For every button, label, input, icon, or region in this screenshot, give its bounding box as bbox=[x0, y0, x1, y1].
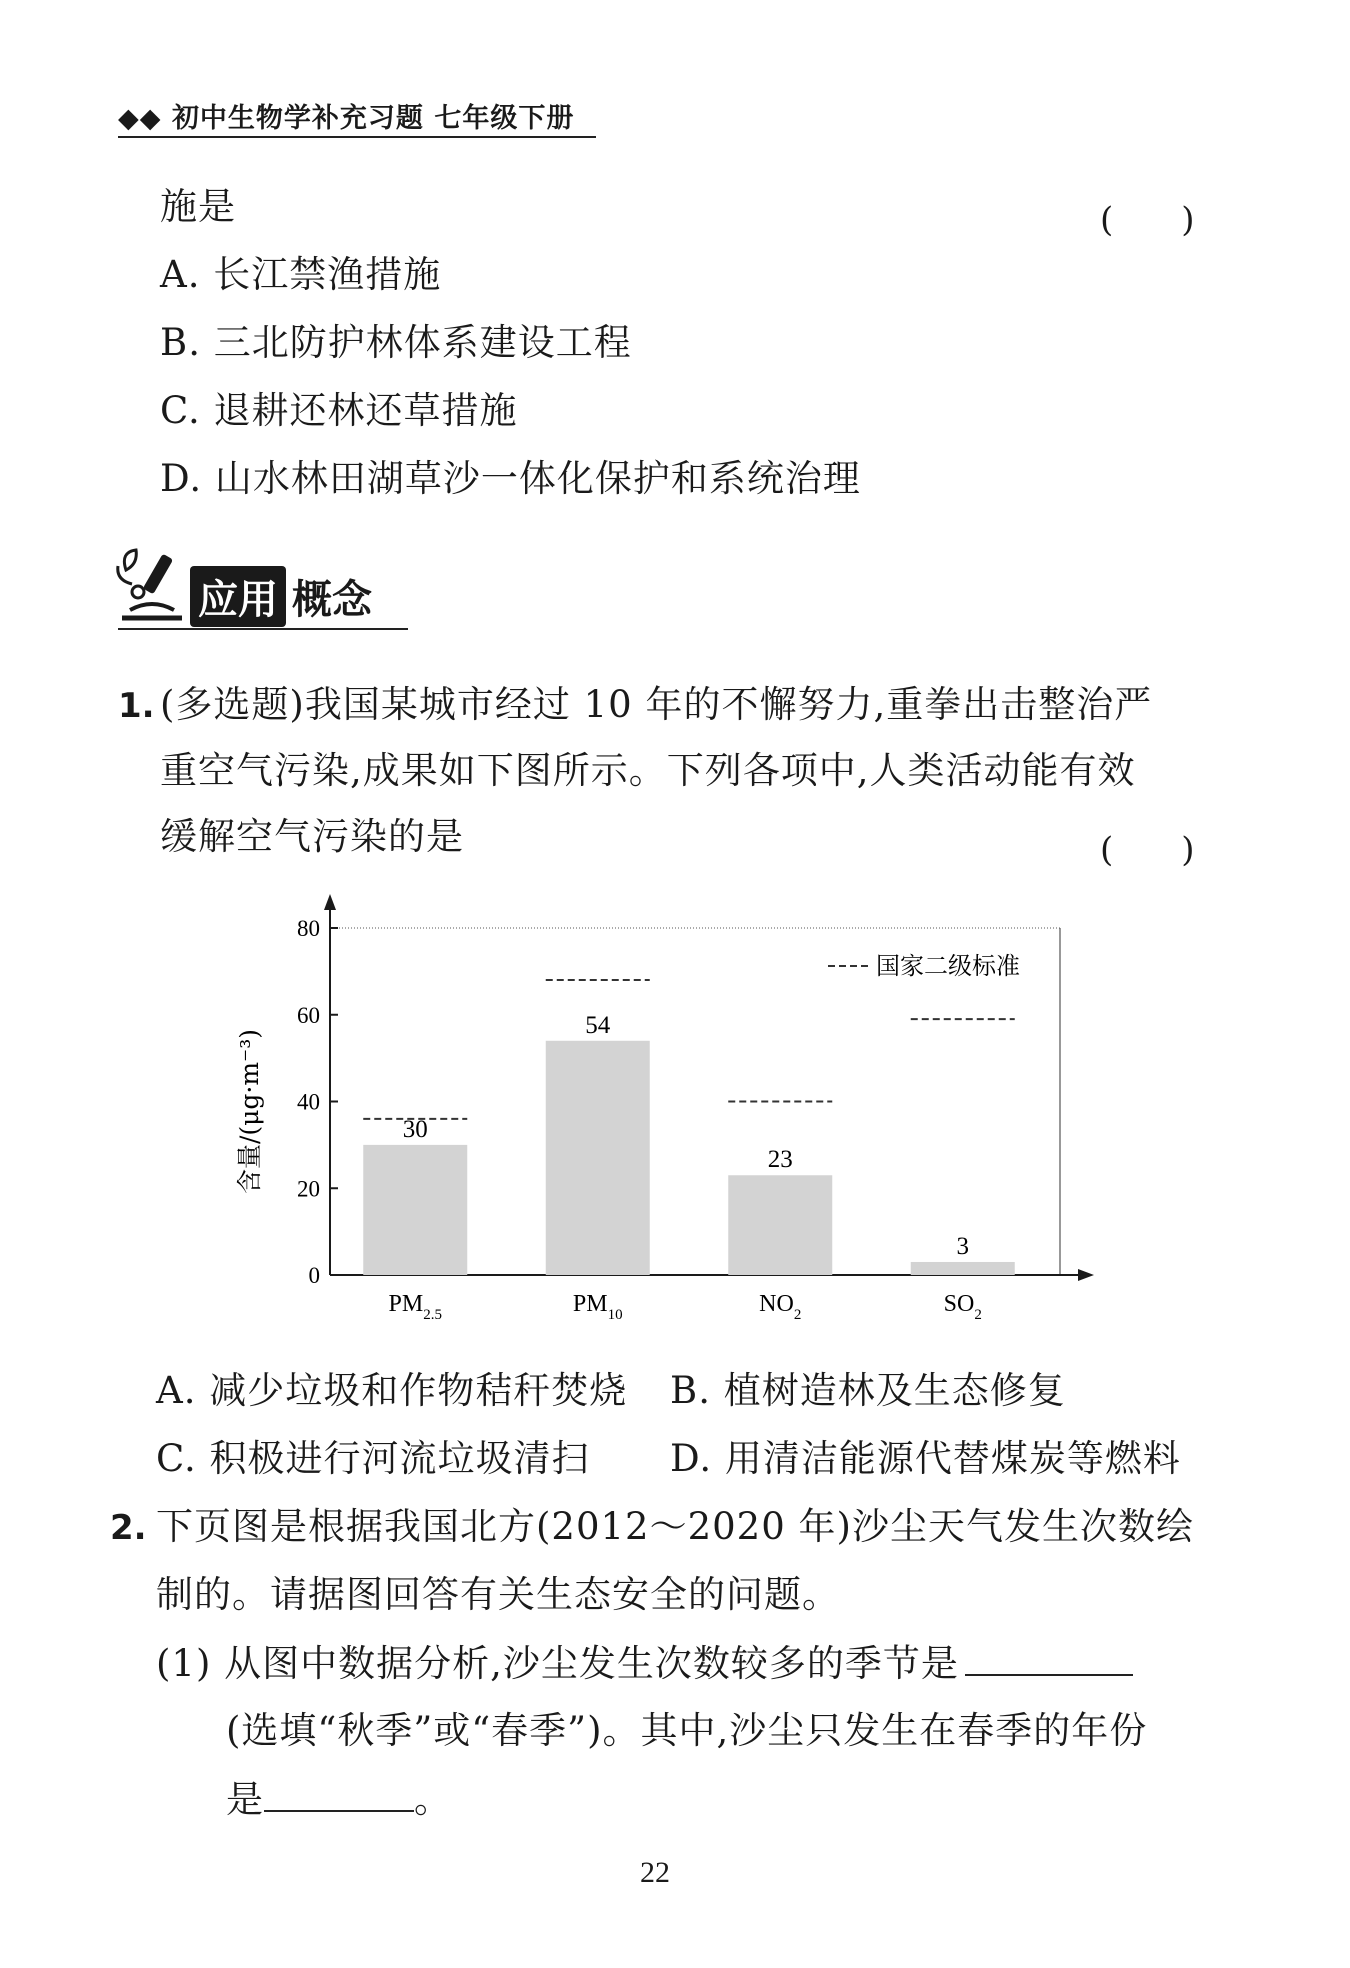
bar-value-label: 30 bbox=[402, 1115, 428, 1143]
q1-line-2: 重空气污染,成果如下图所示。下列各项中,人类活动能有效 bbox=[160, 749, 1136, 792]
option-a: A. 长江禁渔措施 bbox=[160, 253, 442, 296]
q2-sub1-line-2: (选填“秋季”或“春季”)。其中,沙尘只发生在春季的年份 bbox=[226, 1709, 1148, 1752]
x-tick-label: $NO_2$ bbox=[759, 1291, 802, 1323]
answer-blank-season[interactable] bbox=[965, 1644, 1133, 1676]
x-tick-label: $PM_{2.5}$ bbox=[388, 1291, 442, 1323]
microscope-plant-icon bbox=[112, 540, 192, 626]
option-d: D. 山水林田湖草沙一体化保护和系统治理 bbox=[160, 457, 861, 500]
q2-sub1-end: 。 bbox=[414, 1778, 452, 1821]
bar bbox=[911, 1262, 1015, 1275]
legend-label: 国家二级标准 bbox=[876, 952, 1020, 980]
q1-line-3: 缓解空气污染的是 bbox=[160, 815, 464, 858]
header-title: 初中生物学补充习题 七年级下册 bbox=[171, 103, 575, 134]
bar-value-label: 23 bbox=[767, 1146, 793, 1174]
answer-paren: ( ) bbox=[1100, 200, 1195, 240]
x-axis bbox=[330, 1269, 1094, 1323]
x-axis-arrow-icon bbox=[1078, 1269, 1094, 1281]
bar bbox=[546, 1041, 650, 1275]
x-tick-label: $PM_{10}$ bbox=[572, 1291, 623, 1323]
pollution-bar-chart bbox=[220, 890, 1120, 1350]
bars bbox=[363, 1012, 1015, 1275]
bar-value-label: 54 bbox=[585, 1011, 611, 1039]
section-title bbox=[190, 570, 372, 622]
q1-option-b: B. 植树造林及生态修复 bbox=[670, 1369, 1066, 1412]
running-header bbox=[118, 96, 574, 135]
question-number-2: 2. bbox=[110, 1508, 147, 1548]
y-axis-title: 含量/(μg·m⁻³) bbox=[235, 1028, 264, 1195]
y-tick-label: 40 bbox=[297, 1089, 320, 1115]
q1-option-a: A. 减少垃圾和作物秸秆焚烧 bbox=[156, 1369, 628, 1412]
page-number: 22 bbox=[640, 1856, 670, 1889]
diamond-icon: ◆◆ bbox=[118, 103, 162, 134]
y-tick-label: 20 bbox=[297, 1176, 320, 1202]
prev-question-tail: 施是 bbox=[160, 185, 236, 228]
answer-blank-year[interactable] bbox=[264, 1780, 414, 1812]
q2-sub1-text-3: 是 bbox=[226, 1778, 264, 1821]
section-title-rest: 概念 bbox=[292, 576, 372, 623]
y-axis-arrow-icon bbox=[324, 894, 336, 910]
bar-value-label: 3 bbox=[956, 1232, 969, 1260]
option-c: C. 退耕还林还草措施 bbox=[160, 389, 518, 432]
q1-line-1: (多选题)我国某城市经过 10 年的不懈努力,重拳出击整治严 bbox=[160, 683, 1153, 726]
y-tick-label: 60 bbox=[297, 1002, 320, 1028]
header-divider bbox=[118, 136, 596, 138]
q2-line-2: 制的。请据图回答有关生态安全的问题。 bbox=[156, 1573, 840, 1616]
y-tick-label: 0 bbox=[308, 1263, 320, 1288]
q1-option-d: D. 用清洁能源代替煤炭等燃料 bbox=[670, 1437, 1181, 1480]
q1-option-c: C. 积极进行河流垃圾清扫 bbox=[156, 1437, 590, 1480]
q2-sub1-line-3 bbox=[226, 1778, 452, 1821]
q1-answer-paren: ( ) bbox=[1100, 830, 1195, 870]
bar bbox=[363, 1145, 467, 1275]
q2-sub1-text-1: (1) 从图中数据分析,沙尘发生次数较多的季节是 bbox=[156, 1642, 959, 1685]
y-tick-label: 80 bbox=[297, 916, 320, 941]
section-divider bbox=[118, 628, 408, 630]
standard-lines bbox=[363, 980, 1015, 1119]
question-number-1: 1. bbox=[118, 686, 155, 726]
x-tick-label: $SO_2$ bbox=[943, 1291, 982, 1323]
bar bbox=[728, 1175, 832, 1275]
y-axis bbox=[235, 894, 338, 1288]
option-b: B. 三北防护林体系建设工程 bbox=[160, 321, 632, 364]
section-title-box: 应用 bbox=[190, 566, 286, 627]
q2-line-1: 下页图是根据我国北方(2012～2020 年)沙尘天气发生次数绘 bbox=[156, 1505, 1194, 1548]
q2-sub1-line-1 bbox=[156, 1642, 1133, 1685]
chart-legend bbox=[828, 952, 1020, 980]
